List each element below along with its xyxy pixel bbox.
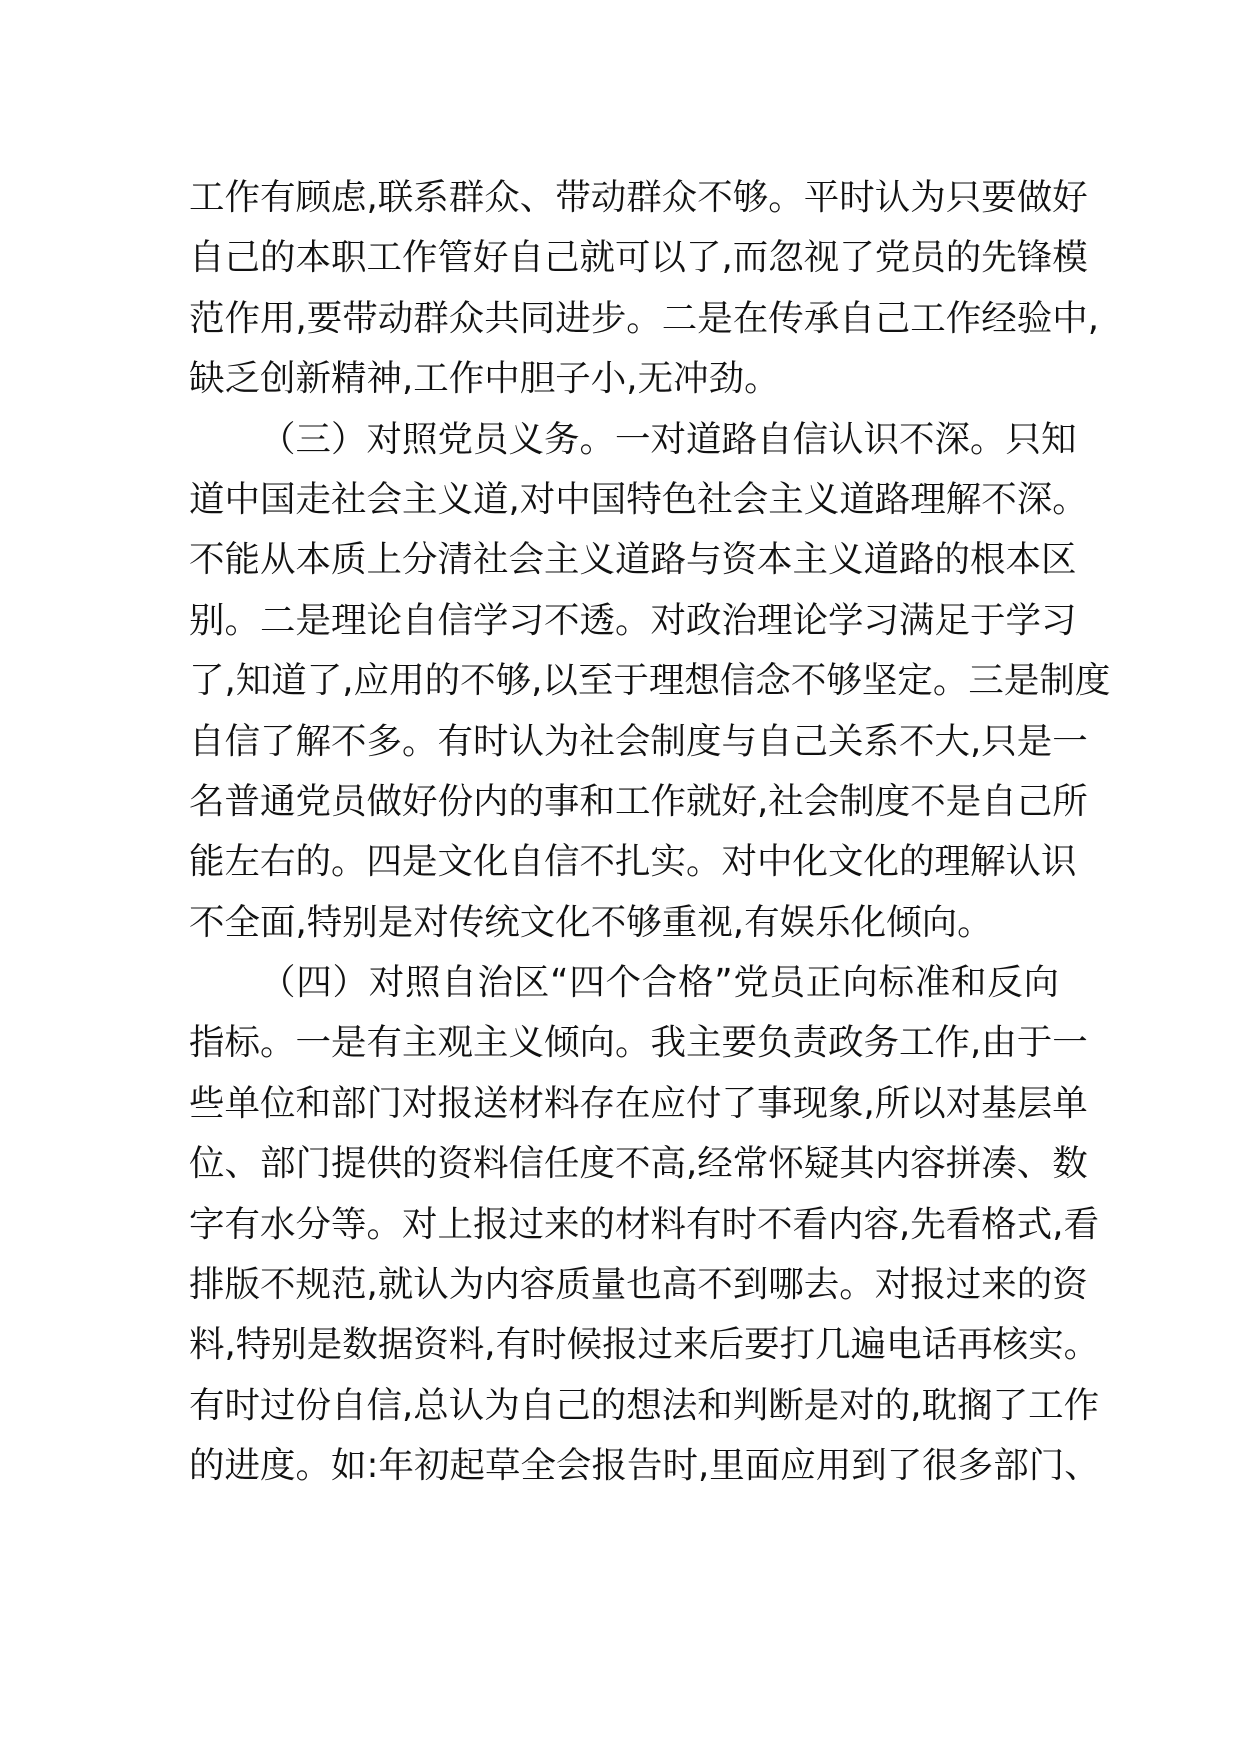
text-line: 名普通党员做好份内的事和工作就好,社会制度不是自己所 bbox=[189, 780, 1088, 822]
text-line: 不能从本质上分清社会主义道路与资本主义道路的根本区 bbox=[189, 539, 1077, 581]
text-line: 字有水分等。对上报过来的材料有时不看内容,先看格式,看 bbox=[189, 1203, 1100, 1245]
section-heading-line: （三）对照党员义务。一对道路自信认识不深。只知 bbox=[260, 418, 1077, 460]
text-line: 道中国走社会主义道,对中国特色社会主义道路理解不深。 bbox=[189, 478, 1088, 520]
text-line: 指标。一是有主观主义倾向。我主要负责政务工作,由于一 bbox=[189, 1022, 1088, 1064]
text-line: 自己的本职工作管好自己就可以了,而忽视了党员的先锋模 bbox=[189, 237, 1088, 279]
text-line: 的进度。如:年初起草全会报告时,里面应用到了很多部门、 bbox=[189, 1445, 1100, 1487]
text-line: 料,特别是数据资料,有时候报过来后要打几遍电话再核实。 bbox=[189, 1324, 1100, 1366]
text-line: 了,知道了,应用的不够,以至于理想信念不够坚定。三是制度 bbox=[189, 660, 1111, 702]
text-line: 不全面,特别是对传统文化不够重视,有娱乐化倾向。 bbox=[189, 901, 993, 943]
text-line: 范作用,要带动群众共同进步。二是在传承自己工作经验中, bbox=[189, 297, 1100, 339]
text-line: 自信了解不多。有时认为社会制度与自己关系不大,只是一 bbox=[189, 720, 1088, 762]
body-text bbox=[189, 168, 1111, 1497]
text-line: 些单位和部门对报送材料存在应付了事现象,所以对基层单 bbox=[189, 1082, 1088, 1124]
text-line: 位、部门提供的资料信任度不高,经常怀疑其内容拼凑、数 bbox=[189, 1143, 1088, 1185]
text-line: 排版不规范,就认为内容质量也高不到哪去。对报过来的资 bbox=[189, 1264, 1088, 1306]
text-line: 别。二是理论自信学习不透。对政治理论学习满足于学习 bbox=[189, 599, 1077, 641]
text-line: 缺乏创新精神,工作中胆子小,无冲劲。 bbox=[189, 358, 780, 400]
text-line: 有时过份自信,总认为自己的想法和判断是对的,耽搁了工作 bbox=[189, 1384, 1100, 1426]
text-line: 工作有顾虑,联系群众、带动群众不够。平时认为只要做好 bbox=[189, 177, 1088, 218]
section-heading-line: （四）对照自治区“四个合格”党员正向标准和反向 bbox=[260, 962, 1059, 1004]
text-line: 能左右的。四是文化自信不扎实。对中化文化的理解认识 bbox=[189, 841, 1077, 883]
